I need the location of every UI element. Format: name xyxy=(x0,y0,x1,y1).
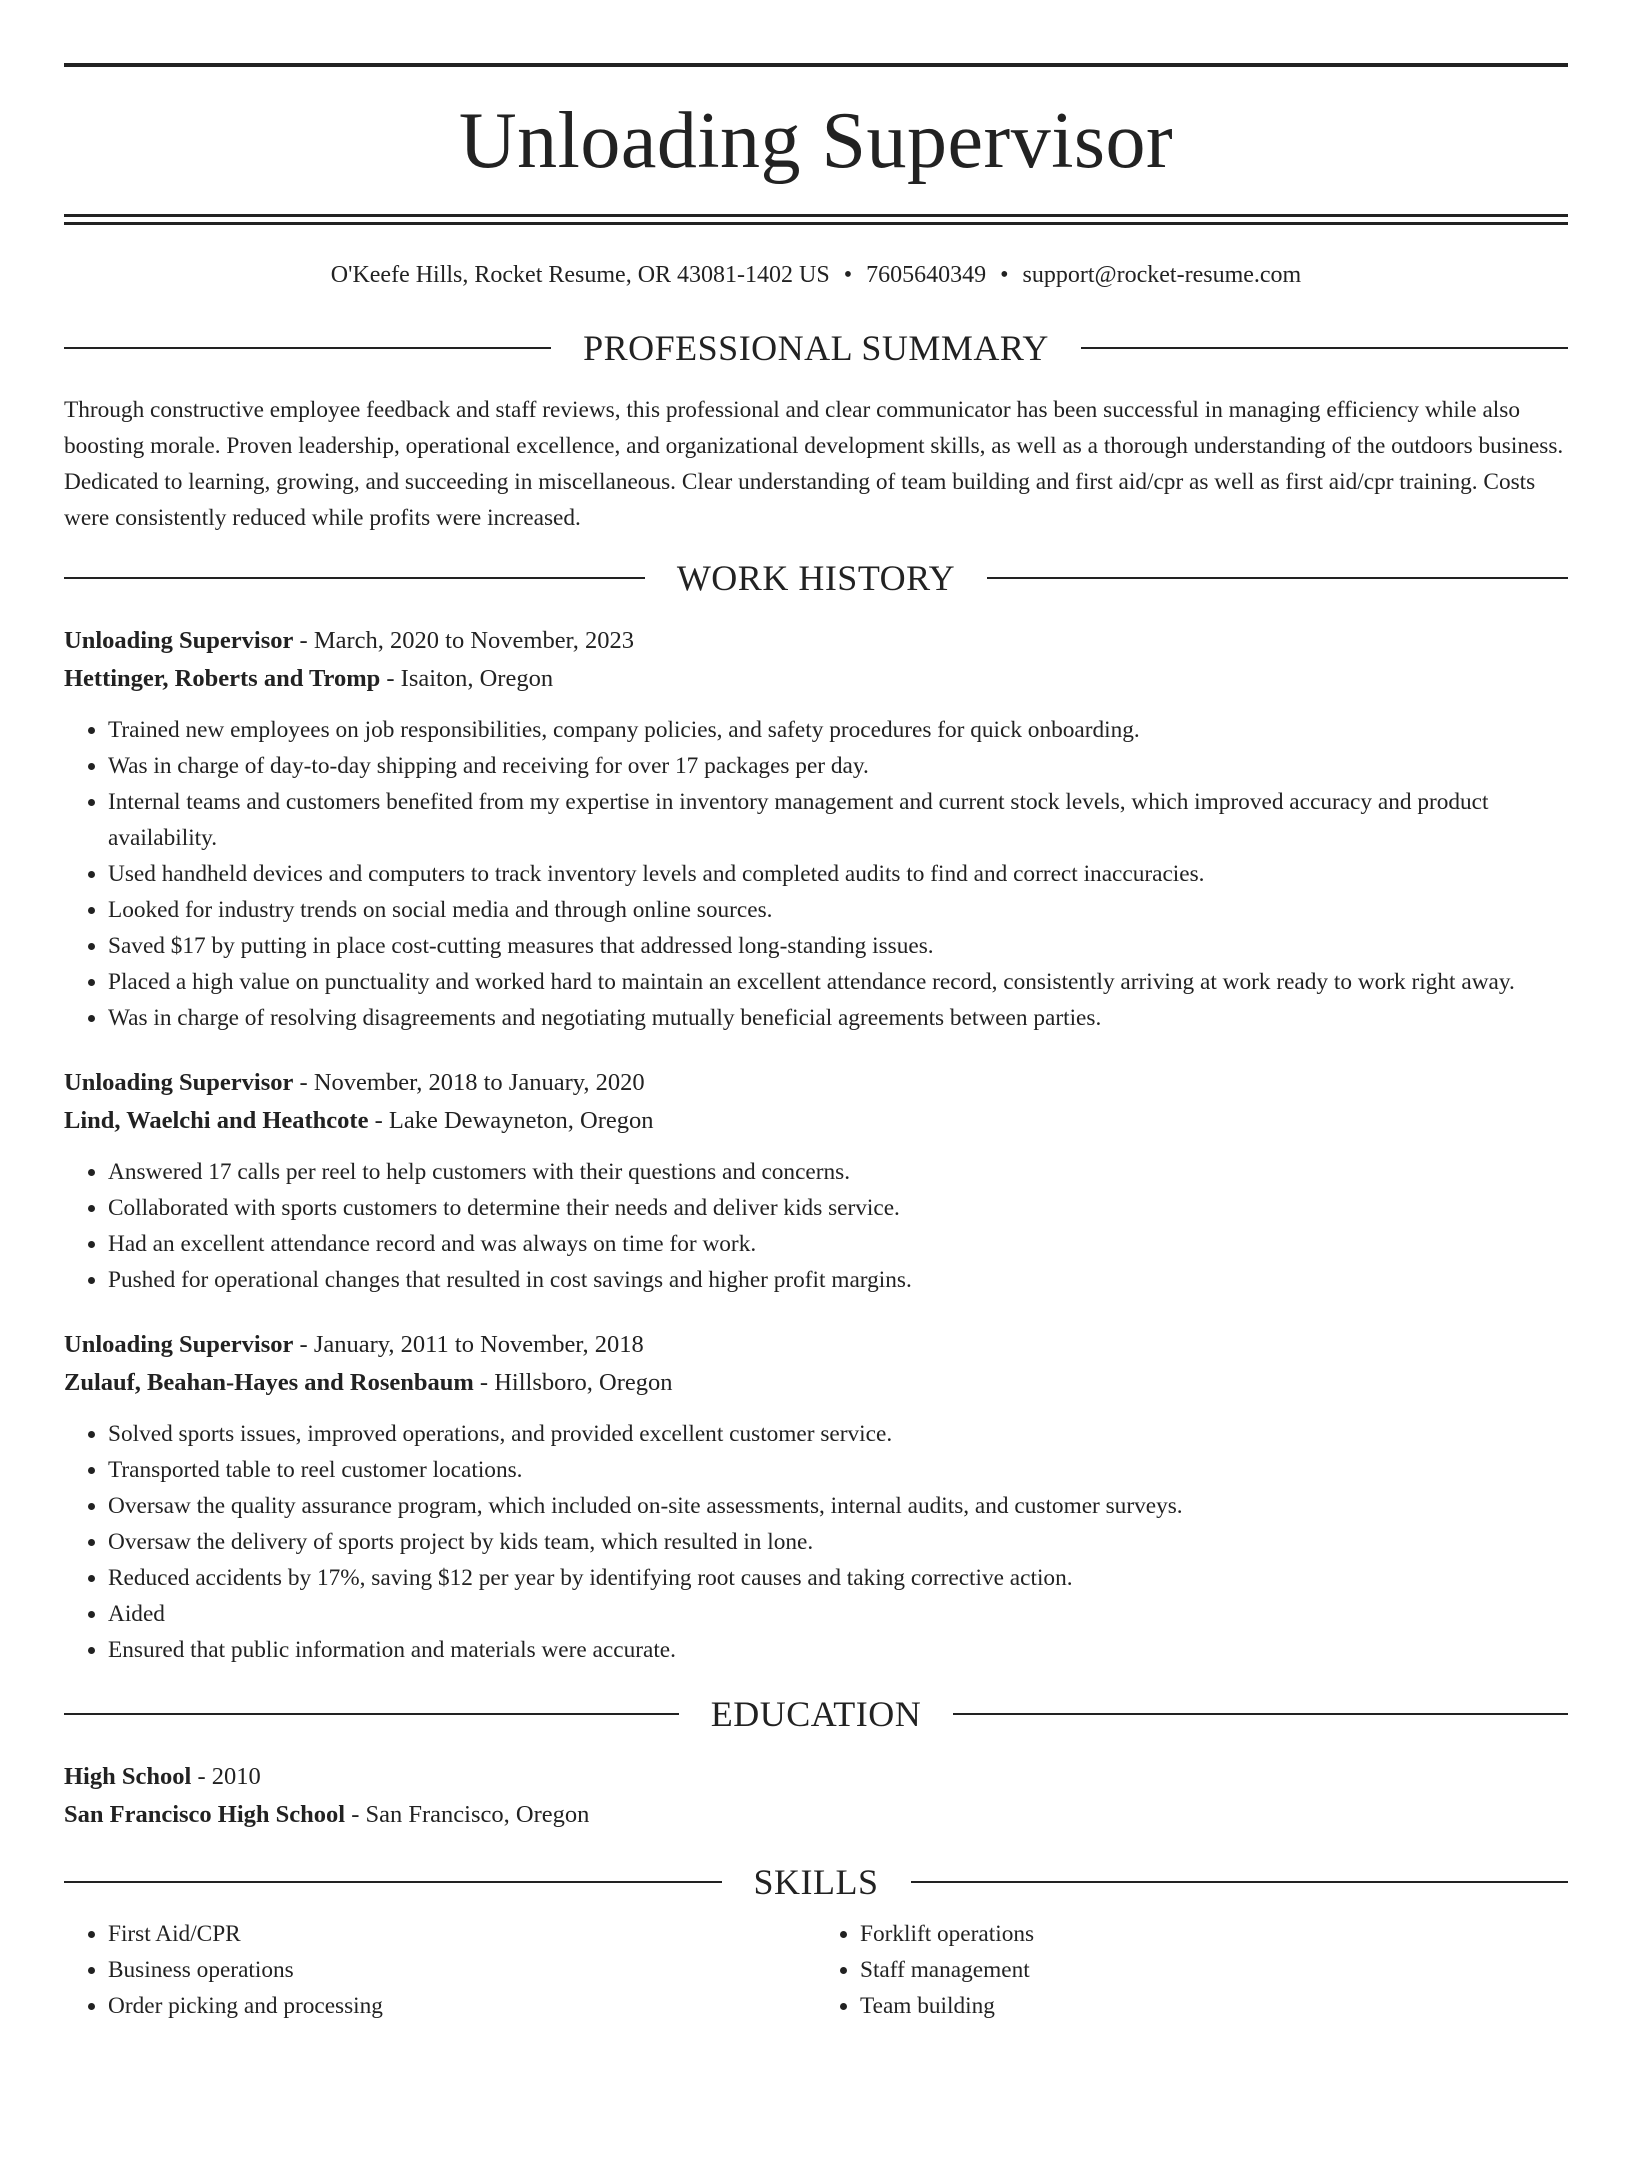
work-history-list xyxy=(64,622,1568,1668)
skill-item: • Business operations xyxy=(108,1952,816,1988)
contact-address: O'Keefe Hills, Rocket Resume, OR 43081-1402 US xyxy=(330,262,830,288)
resume-title: Unloading Supervisor xyxy=(458,97,1174,185)
heading-rule-left xyxy=(64,577,645,579)
heading-rule-left xyxy=(64,1881,722,1883)
job-bullet: • Ensured that public information and materials were accurate. xyxy=(108,1632,1568,1668)
job-entry xyxy=(64,622,1568,1036)
skill-item: • Forklift operations xyxy=(860,1916,1568,1952)
skill-item: • Staff management xyxy=(860,1952,1568,1988)
section-title: SKILLS xyxy=(753,1861,879,1902)
job-entry xyxy=(64,1326,1568,1668)
contact-line xyxy=(64,261,1568,290)
job-dates: - November, 2018 to January, 2020 xyxy=(293,1068,645,1096)
job-bullet: • Had an excellent attendance record and was always on time for work. xyxy=(108,1226,1568,1262)
skill-item: • Team building xyxy=(860,1988,1568,2024)
section-title: PROFESSIONAL SUMMARY xyxy=(583,327,1049,368)
job-location: - Isaiton, Oregon xyxy=(380,664,554,692)
education-location: - San Francisco, Oregon xyxy=(345,1800,590,1828)
job-bullets xyxy=(64,1154,1568,1298)
education-degree: High School xyxy=(64,1762,192,1790)
job-bullet: • Was in charge of day-to-day shipping and receiving for over 17 packages per day. xyxy=(108,748,1568,784)
job-title-line xyxy=(64,1326,1568,1364)
job-bullet: • Internal teams and customers benefited from my expertise in inventory management and current stock levels, which improved accuracy and product availability. xyxy=(108,784,1568,856)
job-bullet: • Collaborated with sports customers to determine their needs and deliver kids service. xyxy=(108,1190,1568,1226)
job-location: - Hillsboro, Oregon xyxy=(473,1368,673,1396)
resume-page xyxy=(0,63,1632,2175)
section-title: WORK HISTORY xyxy=(676,557,956,598)
job-bullet: • Used handheld devices and computers to track inventory levels and completed audits to find and correct inaccuracies. xyxy=(108,856,1568,892)
job-title-line xyxy=(64,622,1568,660)
job-company: Hettinger, Roberts and Tromp xyxy=(64,664,381,692)
job-bullet: • Trained new employees on job responsibilities, company policies, and safety procedures for quick onboarding. xyxy=(108,712,1568,748)
contact-separator: • xyxy=(1000,262,1009,288)
heading-rule-right xyxy=(911,1881,1569,1883)
section-title: EDUCATION xyxy=(710,1693,922,1734)
heading-rule-right xyxy=(953,1713,1568,1715)
job-title: Unloading Supervisor xyxy=(64,1068,294,1096)
heading-rule-right xyxy=(1081,347,1568,349)
heading-rule-left xyxy=(64,347,551,349)
heading-rule-right xyxy=(987,577,1568,579)
education-entry xyxy=(64,1758,1568,1834)
job-title: Unloading Supervisor xyxy=(64,626,294,654)
title-double-rule xyxy=(64,214,1568,225)
skill-item: • First Aid/CPR xyxy=(108,1916,816,1952)
job-title-line xyxy=(64,1064,1568,1102)
job-company: Lind, Waelchi and Heathcote xyxy=(64,1106,369,1134)
top-rule xyxy=(64,63,1568,67)
education-degree-line xyxy=(64,1758,1568,1796)
job-bullet: • Transported table to reel customer locations. xyxy=(108,1452,1568,1488)
heading-rule-left xyxy=(64,1713,679,1715)
job-company-line xyxy=(64,1102,1568,1140)
summary-paragraph: Through constructive employee feedback and staff reviews, this professional and clear communicator has been successful in managing efficiency while also boosting morale. Proven leadership, operational excellence, and organizational development skills, as well as a thorough understanding of the outdoors business. Dedicated to learning, growing, and succeeding in miscellaneous. Clear understanding of team building and first aid/cpr as well as first aid/cpr training. Costs were consistently reduced while profits were increased. xyxy=(64,396,1564,531)
job-bullet: • Solved sports issues, improved operations, and provided excellent customer service. xyxy=(108,1416,1568,1452)
job-title: Unloading Supervisor xyxy=(64,1330,294,1358)
section-heading-work-history xyxy=(64,557,1568,598)
job-company-line xyxy=(64,1364,1568,1402)
skills-column-left xyxy=(64,1916,816,2024)
job-location: - Lake Dewayneton, Oregon xyxy=(368,1106,654,1134)
section-heading-skills xyxy=(64,1861,1568,1902)
contact-separator: • xyxy=(843,262,853,288)
skill-item: • Order picking and processing xyxy=(108,1988,816,2024)
education-year: - 2010 xyxy=(191,1762,261,1790)
job-entry xyxy=(64,1064,1568,1298)
job-bullet: • Oversaw the quality assurance program, which included on-site assessments, internal audits, and customer surveys. xyxy=(108,1488,1568,1524)
job-bullet: • Placed a high value on punctuality and worked hard to maintain an excellent attendance record, consistently arriving at work ready to work right away. xyxy=(108,964,1568,1000)
skills-column-right xyxy=(816,1916,1568,2024)
job-bullet: • Pushed for operational changes that resulted in cost savings and higher profit margins. xyxy=(108,1262,1568,1298)
job-bullet: • Oversaw the delivery of sports project by kids team, which resulted in lone. xyxy=(108,1524,1568,1560)
job-bullet: • Saved $17 by putting in place cost-cutting measures that addressed long-standing issues. xyxy=(108,928,1568,964)
job-bullets xyxy=(64,712,1568,1036)
section-heading-summary xyxy=(64,327,1568,368)
contact-email: support@rocket-resume.com xyxy=(1022,262,1302,288)
job-bullet: • Was in charge of resolving disagreements and negotiating mutually beneficial agreements between parties. xyxy=(108,1000,1568,1036)
contact-phone: 7605640349 xyxy=(866,262,987,288)
skills-list xyxy=(64,1916,1568,2024)
education-school-line xyxy=(64,1796,1568,1834)
job-company-line xyxy=(64,660,1568,698)
job-bullet: • Reduced accidents by 17%, saving $12 per year by identifying root causes and taking corrective action. xyxy=(108,1560,1568,1596)
job-company: Zulauf, Beahan-Hayes and Rosenbaum xyxy=(64,1368,474,1396)
section-heading-education xyxy=(64,1693,1568,1734)
job-bullet: • Looked for industry trends on social media and through online sources. xyxy=(108,892,1568,928)
job-dates: - January, 2011 to November, 2018 xyxy=(293,1330,644,1358)
job-bullets xyxy=(64,1416,1568,1668)
job-bullet: • Aided xyxy=(108,1596,1568,1632)
job-bullet: • Answered 17 calls per reel to help customers with their questions and concerns. xyxy=(108,1154,1568,1190)
job-dates: - March, 2020 to November, 2023 xyxy=(293,626,634,654)
education-school: San Francisco High School xyxy=(64,1800,346,1828)
